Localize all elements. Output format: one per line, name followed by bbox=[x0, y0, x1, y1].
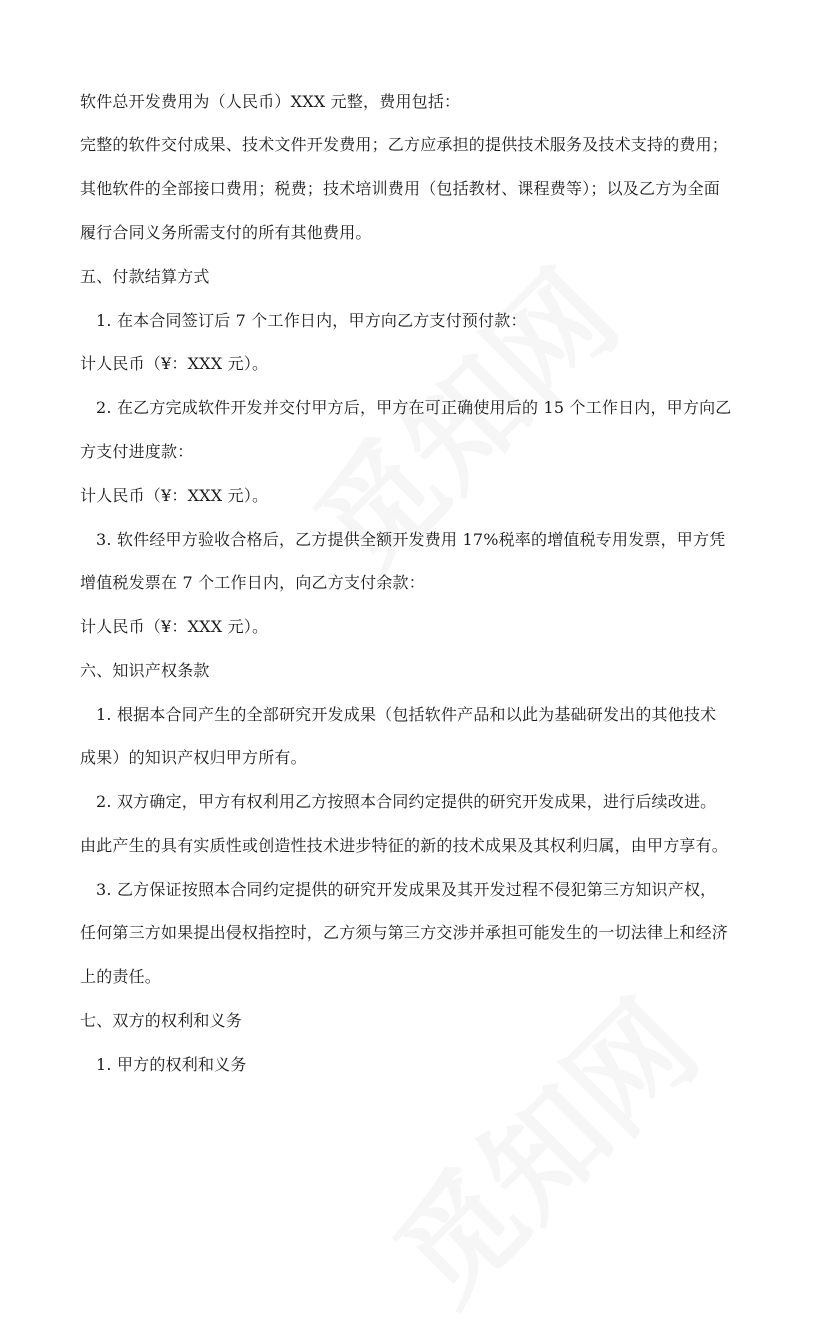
list-item: 2. 在乙方完成软件开发并交付甲方后，甲方在可正确使用后的 15 个工作日内，甲方向乙 bbox=[96, 398, 732, 417]
list-item: 3. 乙方保证按照本合同约定提供的研究开发成果及其开发过程不侵犯第三方知识产权， bbox=[96, 880, 717, 899]
paragraph-line: 软件总开发费用为（人民币）XXX 元整，费用包括： bbox=[80, 92, 461, 111]
paragraph-line: 计人民币（¥：XXX 元）。 bbox=[80, 617, 269, 636]
paragraph-line: 履行合同义务所需支付的所有其他费用。 bbox=[80, 223, 372, 242]
section-heading: 六、知识产权条款 bbox=[80, 661, 210, 680]
section-heading: 五、付款结算方式 bbox=[80, 267, 210, 286]
paragraph-line: 上的责任。 bbox=[80, 967, 162, 986]
watermark bbox=[352, 958, 728, 1334]
list-item: 1. 根据本合同产生的全部研究开发成果（包括软件产品和以此为基础研发出的其他技术 bbox=[96, 705, 717, 724]
list-item: 1. 在本合同签订后 7 个工作日内，甲方向乙方支付预付款： bbox=[96, 311, 527, 330]
section-heading: 七、双方的权利和义务 bbox=[80, 1011, 243, 1030]
paragraph-line: 由此产生的具有实质性或创造性技术进步特征的新的技术成果及其权利归属，由甲方享有。 bbox=[80, 836, 729, 855]
paragraph-line: 增值税发票在 7 个工作日内，向乙方支付余款： bbox=[80, 573, 425, 592]
paragraph-line: 任何第三方如果提出侵权指控时，乙方须与第三方交涉并承担可能发生的一切法律上和经济 bbox=[80, 923, 729, 942]
list-item: 1. 甲方的权利和义务 bbox=[96, 1055, 247, 1074]
paragraph-line: 计人民币（¥：XXX 元）。 bbox=[80, 486, 269, 505]
paragraph-line: 成果）的知识产权归甲方所有。 bbox=[80, 748, 307, 767]
list-item: 3. 软件经甲方验收合格后，乙方提供全额开发费用 17%税率的增值税专用发票，甲方凭 bbox=[96, 530, 726, 549]
list-item: 2. 双方确定，甲方有权利用乙方按照本合同约定提供的研究开发成果，进行后续改进。 bbox=[96, 792, 717, 811]
paragraph-line: 其他软件的全部接口费用；税费；技术培训费用（包括教材、课程费等）；以及乙方为全面 bbox=[80, 179, 721, 198]
paragraph-line: 方支付进度款： bbox=[80, 442, 194, 461]
paragraph-line: 计人民币（¥：XXX 元）。 bbox=[80, 354, 269, 373]
paragraph-line: 完整的软件交付成果、技术文件开发费用；乙方应承担的提供技术服务及技术支持的费用； bbox=[80, 135, 729, 154]
